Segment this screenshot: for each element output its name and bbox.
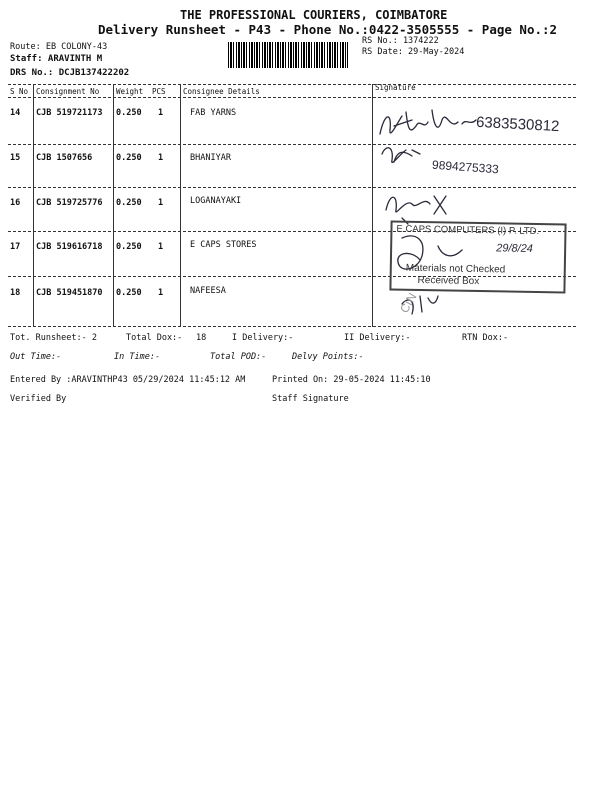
handwritten-phone-14: 6383530812 (475, 113, 560, 136)
stamp-date: 29/8/24 (496, 242, 533, 255)
table-row-consignment: CJB 519616718 (36, 242, 103, 252)
col-header-consignment: Consignment No (36, 87, 100, 96)
col-divider (180, 84, 181, 327)
col-header-sno: S No (10, 87, 29, 96)
table-row-consignment: CJB 519725776 (36, 198, 103, 208)
table-row-pcs: 1 (158, 108, 164, 118)
table-row-weight: 0.250 (116, 198, 142, 208)
table-row-pcs: 1 (158, 288, 164, 298)
table-row-weight: 0.250 (116, 288, 142, 298)
staff-label: Staff: ARAVINTH M (10, 54, 103, 64)
corner-mark: CIN (397, 290, 420, 316)
col-divider (33, 84, 34, 327)
table-row-pcs: 1 (158, 242, 164, 252)
table-row-consignee: NAFEESA (190, 286, 226, 296)
total-pod: Total POD:- (210, 352, 267, 362)
signature-row15 (382, 148, 420, 163)
table-row-consignment: CJB 1507656 (36, 153, 93, 163)
col-header-weight: Weight (116, 87, 144, 96)
in-time: In Time:- (114, 352, 161, 362)
drs-number: DRS No.: DCJB137422202 (10, 68, 130, 78)
stamp-line-2: Received Box (417, 274, 480, 288)
table-row-consignment: CJB 519721173 (36, 108, 103, 118)
delvy-points: Delvy Points:- (292, 352, 364, 362)
verified-by: Verified By (10, 394, 67, 404)
company-name: THE PROFESSIONAL COURIERS, COIMBATORE (180, 8, 448, 22)
rs-number: RS No.: 1374222 (362, 36, 439, 46)
i-delivery: I Delivery:- (232, 333, 294, 343)
table-row-sno: 15 (10, 153, 21, 163)
col-header-consignee: Consignee Details (183, 87, 260, 96)
runsheet-title: Delivery Runsheet - P43 - Phone No.:0422-3505555 - Page No.:2 (98, 22, 558, 37)
table-row-consignee: FAB YARNS (190, 108, 237, 118)
barcode (228, 42, 348, 68)
table-row-sno: 18 (10, 288, 21, 298)
col-divider (113, 84, 114, 327)
table-row-weight: 0.250 (116, 153, 142, 163)
ii-delivery: II Delivery:- (344, 333, 411, 343)
table-row-weight: 0.250 (116, 242, 142, 252)
col-header-pcs: PCS (152, 87, 166, 96)
table-row-sno: 16 (10, 198, 21, 208)
handwritten-phone-15: 9894275333 (431, 157, 500, 177)
table-row-sno: 17 (10, 242, 21, 252)
entered-by: Entered By :ARAVINTHP43 05/29/2024 11:45:12 AM (10, 375, 246, 385)
staff-signature: Staff Signature (272, 394, 349, 404)
table-top-rule (8, 84, 576, 85)
table-row-pcs: 1 (158, 198, 164, 208)
signature-row14 (380, 110, 476, 134)
table-row-consignee: BHANIYAR (190, 153, 231, 163)
total-dox-value: 18 (196, 333, 207, 343)
total-dox-label: Total Dox:- (126, 333, 183, 343)
table-row-pcs: 1 (158, 153, 164, 163)
rtn-dox: RTN Dox:- (462, 333, 509, 343)
table-row-sno: 14 (10, 108, 21, 118)
table-row-consignee: E CAPS STORES (190, 240, 257, 250)
col-header-signature: Signature (375, 83, 416, 92)
company-stamp (389, 220, 566, 293)
table-row-consignee: LOGANAYAKI (190, 196, 242, 206)
tot-runsheet: Tot. Runsheet:- 2 (10, 333, 97, 343)
printed-on: Printed On: 29-05-2024 11:45:10 (272, 375, 431, 385)
table-row-consignment: CJB 519451870 (36, 288, 103, 298)
route-label: Route: EB COLONY-43 (10, 42, 108, 52)
table-row-weight: 0.250 (116, 108, 142, 118)
stamp-line-1: Materials not Checked (405, 262, 506, 276)
rs-date: RS Date: 29-May-2024 (362, 47, 465, 57)
stamp-company-name: E CAPS COMPUTERS (I) P. LTD. (396, 223, 540, 238)
table-header-rule (8, 97, 576, 98)
out-time: Out Time:- (10, 352, 62, 362)
